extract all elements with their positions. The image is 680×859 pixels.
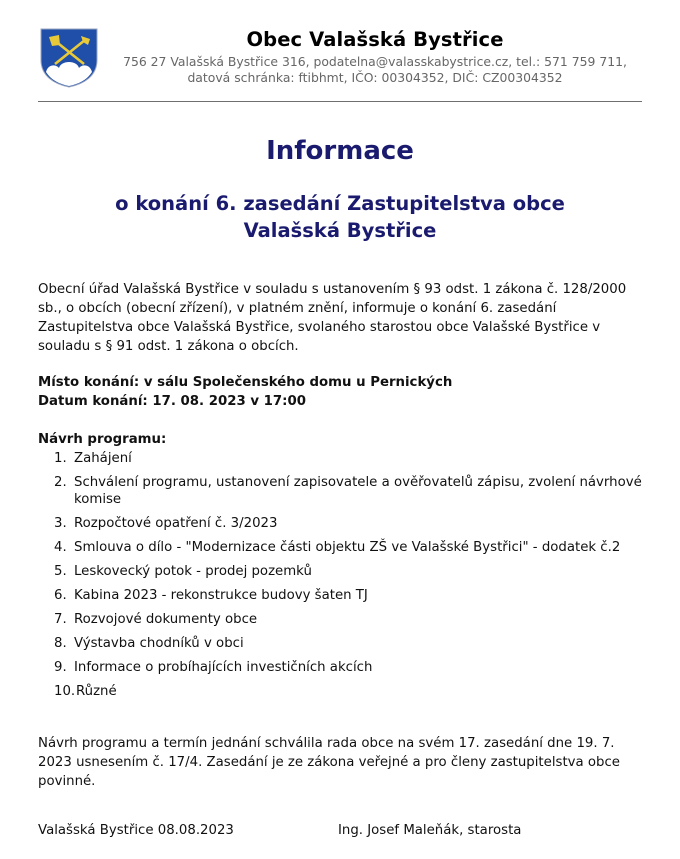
agenda-list [38,450,654,707]
agenda-item: 9. Informace o probíhajících investičních akcích [54,660,373,675]
agenda-item: 2. Schválení programu, ustanovení zapisovatele a ověřovatelů zápisu, zvolení návrhové komise [54,475,642,507]
signature-place-date: Valašská Bystřice 08.08.2023 [38,823,234,838]
agenda-item: 6. Kabina 2023 - rekonstrukce budovy šaten TJ [54,588,368,603]
document-title: Informace [266,136,414,166]
agenda-item: 1. Zahájení [54,451,132,466]
subtitle-line-2: Valašská Bystřice [243,219,437,242]
meeting-place: Místo konání: v sálu Společenského domu u Pernických [38,375,453,390]
program-heading: Návrh programu: [38,432,167,447]
agenda-item: 5. Leskovecký potok - prodej pozemků [54,564,312,579]
agenda-item: 7. Rozvojové dokumenty obce [54,612,258,627]
meeting-details [38,373,648,411]
closing-paragraph: Návrh programu a termín jednání schválila rada obce na svém 17. zasedání dne 19. 7. 2023 usnesením č. 17/4. Zasedání je ze zákona veřejné a pro členy zastupitelstva obce povinné. [38,736,620,789]
agenda-item: 4. Smlouva o dílo - "Modernizace části objektu ZŠ ve Valašské Bystřici" - dodatek č.2 [54,540,621,555]
subtitle-line-1: o konání 6. zasedání Zastupitelstva obce [115,192,565,215]
organization-title: Obec Valašská Bystřice [246,28,504,51]
agenda-item: 8. Výstavba chodníků v obci [54,636,244,651]
agenda-item: 10.Různé [54,684,117,699]
header-divider [38,101,642,102]
letterhead [38,24,642,90]
organization-contact [108,54,642,86]
coat-of-arms-icon [38,26,100,88]
agenda-item: 3. Rozpočtové opatření č. 3/2023 [54,516,278,531]
document-subtitle [38,190,642,244]
intro-paragraph: Obecní úřad Valašská Bystřice v souladu s ustanovením § 93 odst. 1 zákona č. 128/2000 sb., o obcích (obecní zřízení), v platném znění, informuje o konání 6. zasedání Zastupitelstva obce Valašská Bystřice, svolaného starostou obce Valašské Bystřice v souladu s § 91 odst. 1 zákona o obcích. [38,282,627,354]
meeting-date: Datum konání: 17. 08. 2023 v 17:00 [38,394,306,409]
contact-line-address: 756 27 Valašská Bystřice 316, podatelna@valasskabystrice.cz, tel.: 571 759 711, [123,54,627,69]
signature-name: Ing. Josef Maleňák, starosta [338,823,522,838]
contact-line-ids: datová schránka: ftibhmt, IČO: 00304352, DIČ: CZ00304352 [187,70,563,85]
